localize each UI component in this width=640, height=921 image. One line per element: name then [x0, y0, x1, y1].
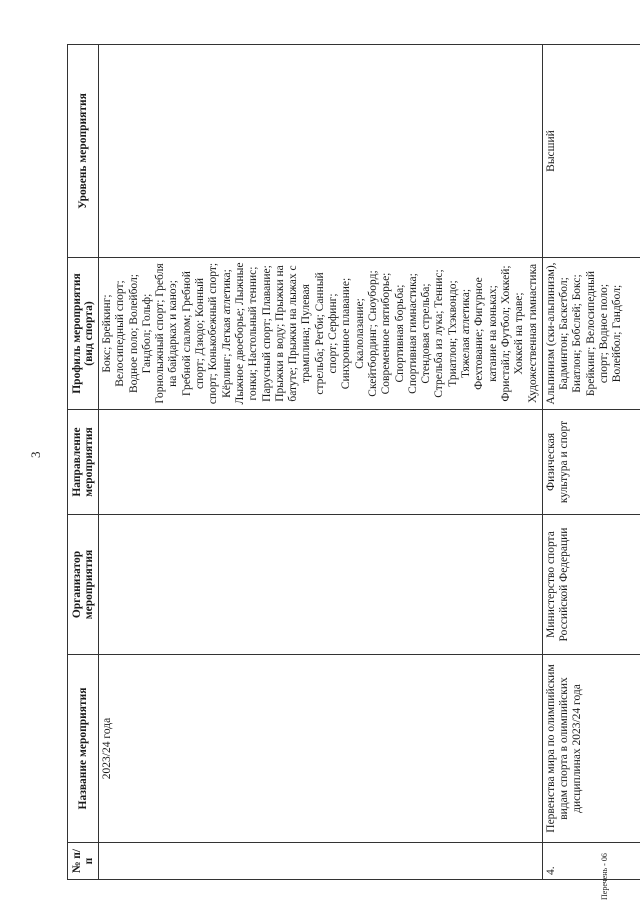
cell-direction [99, 410, 543, 515]
cell-organizer [99, 515, 543, 655]
cell-level: Высший [542, 45, 640, 258]
cell-profile: Бокс; Брейкинг; Велосипедный спорт; Водное поло; Волейбол; Гандбол; Гольф; Горнолыжный спорт; Гребля на байдарках и каноэ; Гребной слалом; Гребной спорт; Дзюдо; Конный спорт; Конькобежный спорт; Кёрлинг; Легкая атлетика; Лыжное двоеборье; Лыжные гонки; Настольный теннис; Парусный спорт; Плавание; Прыжки в воду; Прыжки на батуте; Прыжки на лыжах с трамплина; Пулевая стрельба; Регби; Санный спорт; Серфинг; Синхронное плавание; Скалолазание; Скейтбординг; Сноуборд; Современное пятиборье; Спортивная борьба; Спортивная гимнастика; Стендовая стрельба; Стрельба из лука; Теннис; Триатлон; Тхэквондо; Тяжелая атлетика; Фехтование; Фигурное катание на коньках; Фристайл; Футбол; Хоккей; Хоккей на траве; Художественная гимнастика [99, 258, 543, 410]
header-level: Уровень мероприятия [68, 45, 99, 258]
header-profile: Профиль мероприятия (вид спорта) [68, 258, 99, 410]
header-direction: Направление мероприятия [68, 410, 99, 515]
events-table [67, 44, 640, 880]
footer-label: Перечень - 06 [600, 853, 609, 900]
cell-direction: Физическая культура и спорт [542, 410, 640, 515]
cell-name: 2023/24 года [99, 655, 543, 843]
header-num: № п/п [68, 843, 99, 880]
header-name: Название мероприятия [68, 655, 99, 843]
table-row [99, 45, 543, 880]
header-organizer: Организатор мероприятия [68, 515, 99, 655]
cell-num [99, 843, 543, 880]
page-number: 3 [28, 451, 43, 458]
cell-name: Первенства мира по олимпийским видам спорта в олимпийских дисциплинах 2023/24 года [542, 655, 640, 843]
cell-organizer: Министерство спорта Российской Федерации [542, 515, 640, 655]
table-header-row [68, 45, 99, 880]
cell-level [99, 45, 543, 258]
cell-profile: Альпинизм (ски-альпинизм), Бадминтон; Баскетбол; Биатлон; Бобслей; Бокс; Брейкинг; Велосипедный спорт; Водное поло; Волейбол; Гандбол; [542, 258, 640, 410]
table-row [542, 45, 640, 880]
cell-num: 4. [542, 843, 640, 880]
